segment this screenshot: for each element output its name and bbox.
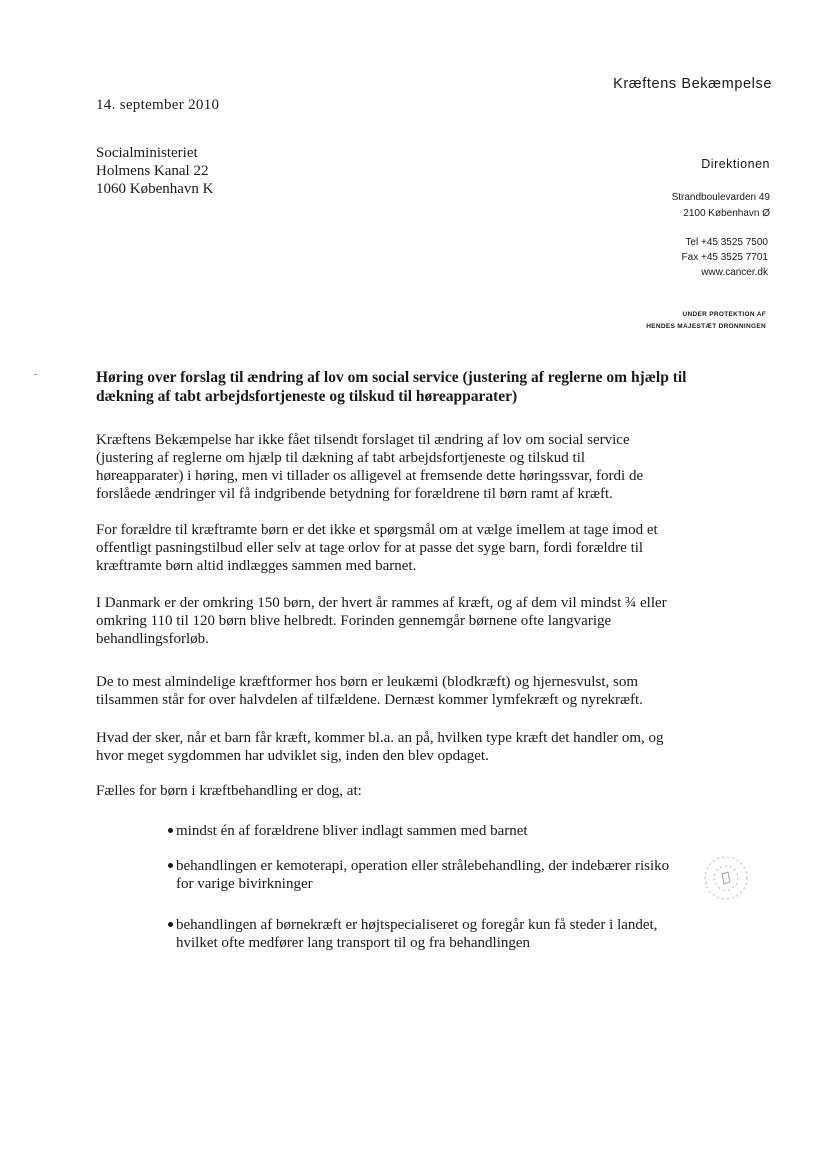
sender-address bbox=[672, 190, 770, 221]
body-paragraph: Fælles for børn i kræftbehandling er dog, at: bbox=[96, 783, 362, 799]
letter-date: 14. september 2010 bbox=[96, 97, 220, 113]
recipient-line: 1060 København K bbox=[96, 181, 214, 197]
department: Direktionen bbox=[701, 157, 770, 171]
bullet-text: behandlingen er kemoterapi, operation eller strålebehandling, der indebærer risiko for varige bivirkninger bbox=[176, 858, 670, 892]
contact-phone: Tel +45 3525 7500 bbox=[685, 237, 768, 248]
contact-website: www.cancer.dk bbox=[701, 267, 768, 278]
royal-patronage-line: UNDER PROTEKTION AF bbox=[682, 311, 766, 318]
body-paragraph: De to mest almindelige kræftformer hos børn er leukæmi (blodkræft) og hjernesvulst, som tilsammen står for over halvdelen af tilfældene. Dernæst kommer lymfekræft og nyrekræft. bbox=[96, 674, 643, 708]
letter-subject: Høring over forslag til ændring af lov om social service (justering af reglerne om hjælp til dækning af tabt arbejdsfortjeneste og tilskud til høreapparater) bbox=[96, 369, 687, 405]
bullet-dot-icon bbox=[168, 828, 173, 833]
recipient-line: Socialministeriet bbox=[96, 145, 198, 161]
contact-info bbox=[682, 235, 768, 280]
recipient-address bbox=[96, 144, 213, 198]
contact-fax: Fax +45 3525 7701 bbox=[681, 252, 768, 263]
recipient-line: Holmens Kanal 22 bbox=[96, 163, 209, 179]
bullet-item bbox=[176, 857, 676, 893]
body-paragraph: I Danmark er der omkring 150 børn, der hvert år rammes af kræft, og af dem vil mindst ¾ eller omkring 110 til 120 børn blive helbredt. Forinden gennemgår børnene ofte langvarige behandlingsforløb. bbox=[96, 595, 667, 647]
scan-mark bbox=[34, 374, 37, 375]
body-paragraph: For forældre til kræftramte børn er det ikke et spørgsmål om at vælge imellem at tage imod et offentligt pasningstilbud eller selv at tage orlov for at passe det syge barn, fordi forældre til kræftramte børn altid indlægges sammen med barnet. bbox=[96, 522, 658, 574]
sender-address-line: 2100 København Ø bbox=[683, 207, 770, 219]
org-name: Kræftens Bekæmpelse bbox=[613, 76, 772, 92]
page-stamp-icon bbox=[700, 852, 752, 904]
body-paragraph: Kræftens Bekæmpelse har ikke fået tilsendt forslaget til ændring af lov om social service (justering af reglerne om hjælp til dækning af tabt arbejdsfortjeneste og tilskud til høreapparater) i høring, men vi tillader os alligevel at fremsende dette høringssvar, fordi de forslåede ændringer vil få indgribende betydning for forældrene til børn ramt af kræft. bbox=[96, 432, 644, 502]
royal-patronage bbox=[646, 309, 766, 333]
royal-patronage-line: HENDES MAJESTÆT DRONNINGEN bbox=[646, 323, 766, 330]
bullet-dot-icon bbox=[168, 863, 173, 868]
bullet-item bbox=[176, 916, 676, 952]
sender-address-line: Strandboulevarden 49 bbox=[671, 192, 770, 203]
body-paragraph: Hvad der sker, når et barn får kræft, kommer bl.a. an på, hvilken type kræft det handler om, og hvor meget sygdommen har udviklet sig, inden den blev opdaget. bbox=[96, 730, 664, 764]
bullet-dot-icon bbox=[168, 922, 173, 927]
bullet-item bbox=[176, 822, 676, 840]
bullet-text: mindst én af forældrene bliver indlagt sammen med barnet bbox=[176, 823, 528, 839]
bullet-text: behandlingen af børnekræft er højtspecialiseret og foregår kun få steder i landet, hvilket ofte medfører lang transport til og fra behandlingen bbox=[176, 917, 658, 951]
